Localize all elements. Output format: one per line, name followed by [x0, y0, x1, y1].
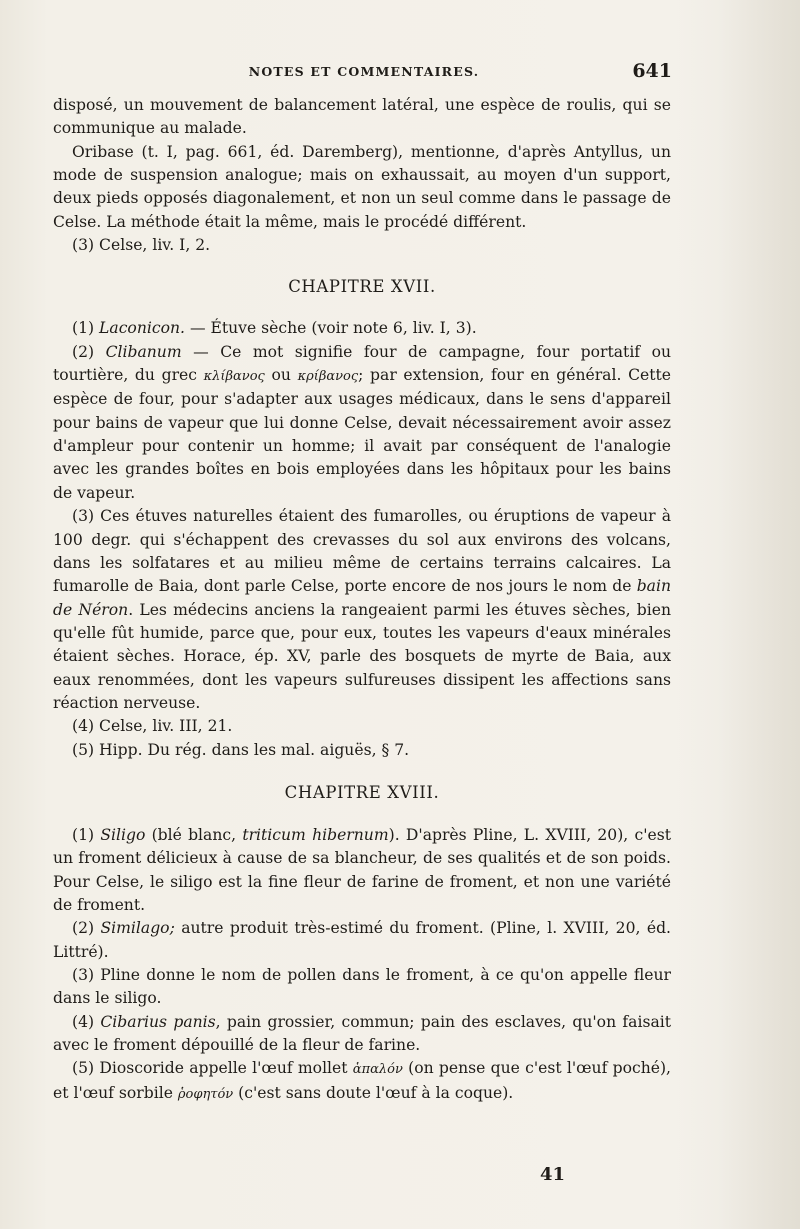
printer-signature: 41	[540, 1164, 566, 1185]
note-3-celse: (3) Celse, liv. I, 2.	[72, 236, 211, 255]
term-laconicon: Laconicon.	[99, 319, 185, 338]
term-triticum-hibernum: triticum hibernum	[242, 825, 389, 844]
paragraph-continued: disposé, un mouvement de balancement latéral, une espèce de roulis, qui se communique au malade.	[53, 96, 671, 138]
ch17-note-4: (4) Celse, liv. III, 21.	[72, 717, 233, 736]
term-siligo: Siligo	[100, 825, 146, 844]
ch18-note-1: (1) Siligo (blé blanc, triticum hibernum). D'après Pline, L. XVIII, 20), c'est un froment délicieux à cause de sa blancheur, de ses qualités et de son poids. Pour Celse, le siligo est la fine fleur de farine de froment, et non une variété de froment.	[53, 825, 672, 914]
show-through-shadow	[676, 0, 800, 1229]
term-bain-de-neron: bain de Néron	[53, 577, 671, 619]
ch17-note-5: (5) Hipp. Du rég. dans les mal. aiguës, § 7.	[72, 740, 410, 759]
greek-word-1: κλίβανος	[203, 369, 265, 385]
paragraph-oribase: Oribase (t. I, pag. 661, éd. Daremberg), mentionne, d'après Antyllus, un mode de suspension analogue; mais on exhaussait, au moyen d'un support, deux pieds opposés diagonalement, et non un seul comme dans le passage de Celse. La méthode était la même, mais le procédé différent.	[53, 142, 671, 231]
greek-word-rophetos: ῥοφητόν	[177, 1086, 234, 1102]
page-body	[53, 94, 671, 1106]
page-number: 641	[632, 60, 672, 82]
term-clibanum: Clibanum	[105, 342, 182, 361]
ch17-note-1: (1) Laconicon. — Étuve sèche (voir note 6, liv. I, 3).	[72, 319, 477, 338]
running-title: NOTES ET COMMENTAIRES.	[248, 64, 480, 79]
chapter-18-heading: CHAPITRE XVIII.	[284, 782, 440, 802]
greek-word-apalon: ἁπαλόν	[352, 1062, 403, 1078]
ch17-note-3: (3) Ces étuves naturelles étaient des fumarolles, ou éruptions de vapeur à 100 degr. qui s'échappent des crevasses du sol aux environs des volcans, dans les solfatares et au milieu même de certains terrains calcaires. La fumarolle de Baia, dont parle Celse, porte encore de nos jours le nom de bain de Néron. Les médecins anciens la rangeaient parmi les étuves sèches, bien qu'elle fût humide, parce que, pour eux, toutes les vapeurs d'eaux minérales étaient sèches. Horace, ép. XV, parle des bosquets de myrte de Baia, aux eaux renommées, dont les vapeurs sulfureuses dissipent les affections sans réaction nerveuse.	[53, 507, 671, 712]
term-similago: Similago;	[100, 919, 175, 938]
greek-word-2: κρίβανος	[297, 369, 359, 385]
chapter-17-heading: CHAPITRE XVII.	[288, 277, 436, 297]
ch18-note-3: (3) Pline donne le nom de pollen dans le froment, à ce qu'on appelle fleur dans le siligo.	[53, 966, 671, 1008]
ch18-note-4: (4) Cibarius panis, pain grossier, commun; pain des esclaves, qu'on faisait avec le froment dépouillé de la fleur de farine.	[53, 1012, 671, 1055]
ch18-note-2: (2) Similago; autre produit très-estimé du froment. (Pline, l. XVIII, 20, éd. Littré).	[53, 919, 672, 961]
term-cibarius-panis: Cibarius panis	[100, 1012, 216, 1031]
ch18-note-5: (5) Dioscoride appelle l'œuf mollet ἁπαλόν (on pense que c'est l'œuf poché), et l'œuf sorbile ῥοφητόν (c'est sans doute l'œuf à la coque).	[53, 1059, 672, 1102]
page-header	[56, 62, 672, 88]
ch17-note-2: (2) Clibanum — Ce mot signifie four de campagne, four portatif ou tourtière, du grec κλίβανος ou κρίβανος; par extension, four en général. Cette espèce de four, pour s'adapter aux usages médicaux, dans le sens d'appareil pour bains de vapeur que lui donne Celse, devait nécessairement avoir assez d'ampleur pour contenir un homme; il avait par conséquent de l'analogie avec les grandes boîtes en bois employées dans les hôpitaux pour les bains de vapeur.	[53, 342, 671, 502]
